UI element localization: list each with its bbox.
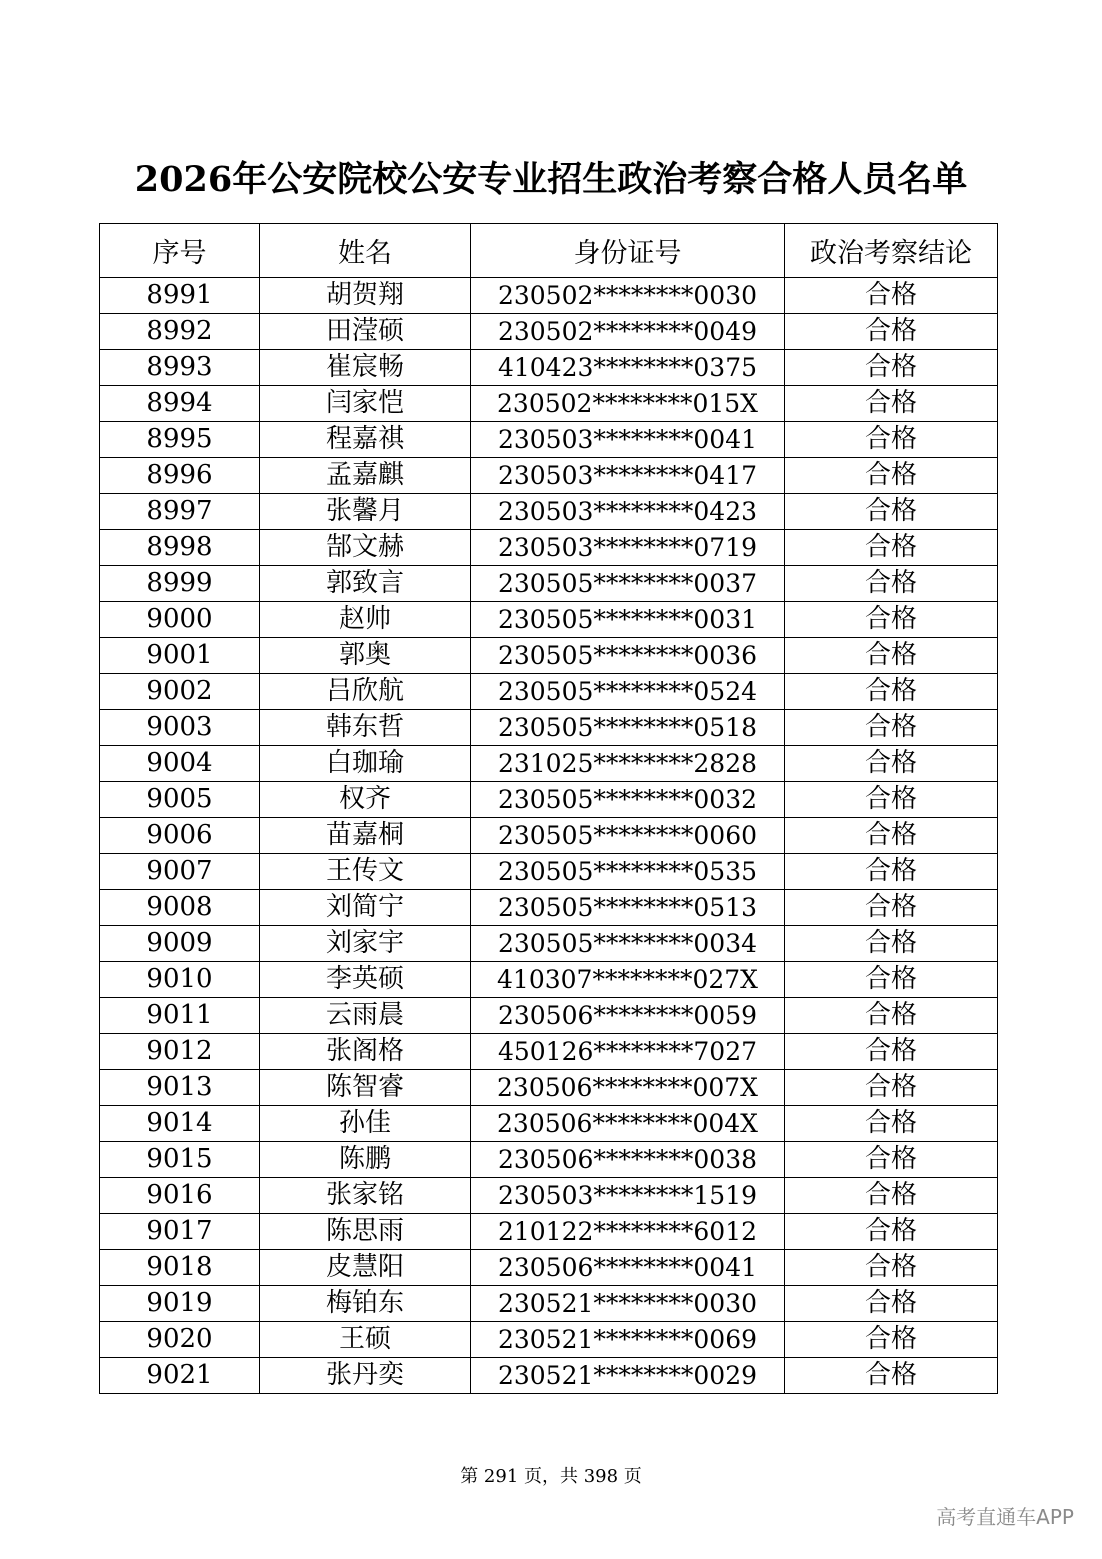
cell-id-number: 230502********0049 (471, 314, 785, 350)
cell-conclusion: 合格 (785, 278, 998, 314)
cell-id-number: 230506********004X (471, 1106, 785, 1142)
table-row (100, 890, 998, 926)
cell-name: 程嘉祺 (260, 422, 471, 458)
cell-serial: 9016 (100, 1178, 260, 1214)
cell-conclusion: 合格 (785, 746, 998, 782)
cell-name: 张阁格 (260, 1034, 471, 1070)
cell-conclusion: 合格 (785, 854, 998, 890)
cell-conclusion: 合格 (785, 818, 998, 854)
cell-serial: 9002 (100, 674, 260, 710)
cell-serial: 8993 (100, 350, 260, 386)
cell-conclusion: 合格 (785, 638, 998, 674)
cell-serial: 8996 (100, 458, 260, 494)
cell-name: 白珈瑜 (260, 746, 471, 782)
cell-serial: 9001 (100, 638, 260, 674)
table-row (100, 1322, 998, 1358)
cell-serial: 9014 (100, 1106, 260, 1142)
cell-id-number: 230502********0030 (471, 278, 785, 314)
cell-conclusion: 合格 (785, 998, 998, 1034)
cell-serial: 9007 (100, 854, 260, 890)
table-row (100, 422, 998, 458)
table-row (100, 854, 998, 890)
cell-serial: 9009 (100, 926, 260, 962)
cell-id-number: 230506********0059 (471, 998, 785, 1034)
cell-name: 孟嘉麒 (260, 458, 471, 494)
cell-id-number: 230521********0029 (471, 1358, 785, 1394)
table-row (100, 602, 998, 638)
cell-conclusion: 合格 (785, 1286, 998, 1322)
cell-id-number: 230506********0038 (471, 1142, 785, 1178)
cell-serial: 9020 (100, 1322, 260, 1358)
cell-id-number: 230502********015X (471, 386, 785, 422)
cell-id-number: 230521********0030 (471, 1286, 785, 1322)
cell-conclusion: 合格 (785, 1358, 998, 1394)
cell-conclusion: 合格 (785, 422, 998, 458)
cell-id-number: 230505********0037 (471, 566, 785, 602)
table-header-row (100, 224, 998, 278)
cell-name: 崔宸畅 (260, 350, 471, 386)
cell-conclusion: 合格 (785, 458, 998, 494)
cell-id-number: 230505********0031 (471, 602, 785, 638)
cell-id-number: 230503********0417 (471, 458, 785, 494)
roster-table (99, 223, 998, 1394)
cell-name: 郜文赫 (260, 530, 471, 566)
cell-id-number: 230521********0069 (471, 1322, 785, 1358)
cell-name: 吕欣航 (260, 674, 471, 710)
table-row (100, 494, 998, 530)
cell-name: 陈鹏 (260, 1142, 471, 1178)
cell-name: 苗嘉桐 (260, 818, 471, 854)
cell-serial: 9015 (100, 1142, 260, 1178)
table-row (100, 674, 998, 710)
cell-name: 王传文 (260, 854, 471, 890)
table-row (100, 1286, 998, 1322)
cell-id-number: 230505********0518 (471, 710, 785, 746)
cell-conclusion: 合格 (785, 314, 998, 350)
cell-name: 皮慧阳 (260, 1250, 471, 1286)
cell-name: 李英硕 (260, 962, 471, 998)
cell-id-number: 230505********0036 (471, 638, 785, 674)
cell-conclusion: 合格 (785, 530, 998, 566)
cell-serial: 9011 (100, 998, 260, 1034)
cell-name: 田滢硕 (260, 314, 471, 350)
cell-id-number: 230505********0535 (471, 854, 785, 890)
cell-id-number: 230505********0524 (471, 674, 785, 710)
table-row (100, 782, 998, 818)
cell-id-number: 230506********0041 (471, 1250, 785, 1286)
table-row (100, 278, 998, 314)
cell-conclusion: 合格 (785, 710, 998, 746)
cell-serial: 8997 (100, 494, 260, 530)
cell-id-number: 230503********0041 (471, 422, 785, 458)
table-row (100, 386, 998, 422)
cell-serial: 9013 (100, 1070, 260, 1106)
cell-name: 郭致言 (260, 566, 471, 602)
table-body (100, 278, 998, 1394)
cell-serial: 9018 (100, 1250, 260, 1286)
page-footer: 第 291 页，共 398 页 (460, 1466, 642, 1487)
cell-id-number: 230505********0032 (471, 782, 785, 818)
cell-name: 郭奥 (260, 638, 471, 674)
cell-name: 张家铭 (260, 1178, 471, 1214)
cell-conclusion: 合格 (785, 890, 998, 926)
cell-conclusion: 合格 (785, 1250, 998, 1286)
table-row (100, 1142, 998, 1178)
cell-conclusion: 合格 (785, 602, 998, 638)
table-row (100, 926, 998, 962)
cell-id-number: 410307********027X (471, 962, 785, 998)
table-row (100, 962, 998, 998)
cell-id-number: 230505********0060 (471, 818, 785, 854)
cell-conclusion: 合格 (785, 926, 998, 962)
cell-id-number: 231025********2828 (471, 746, 785, 782)
cell-serial: 9021 (100, 1358, 260, 1394)
cell-serial: 9008 (100, 890, 260, 926)
cell-name: 王硕 (260, 1322, 471, 1358)
cell-serial: 9019 (100, 1286, 260, 1322)
table-row (100, 1070, 998, 1106)
cell-name: 胡贺翔 (260, 278, 471, 314)
cell-serial: 9006 (100, 818, 260, 854)
cell-name: 张丹奕 (260, 1358, 471, 1394)
header-conclusion: 政治考察结论 (785, 224, 998, 278)
cell-name: 张馨月 (260, 494, 471, 530)
cell-name: 赵帅 (260, 602, 471, 638)
cell-conclusion: 合格 (785, 566, 998, 602)
cell-conclusion: 合格 (785, 962, 998, 998)
table-row (100, 710, 998, 746)
cell-id-number: 410423********0375 (471, 350, 785, 386)
cell-name: 陈智睿 (260, 1070, 471, 1106)
cell-conclusion: 合格 (785, 1214, 998, 1250)
table-row (100, 818, 998, 854)
cell-id-number: 230503********0423 (471, 494, 785, 530)
cell-conclusion: 合格 (785, 1070, 998, 1106)
cell-conclusion: 合格 (785, 782, 998, 818)
cell-conclusion: 合格 (785, 350, 998, 386)
cell-serial: 9017 (100, 1214, 260, 1250)
cell-name: 孙佳 (260, 1106, 471, 1142)
cell-conclusion: 合格 (785, 386, 998, 422)
table-row (100, 314, 998, 350)
cell-serial: 8991 (100, 278, 260, 314)
cell-conclusion: 合格 (785, 1142, 998, 1178)
cell-serial: 9012 (100, 1034, 260, 1070)
cell-name: 刘家宇 (260, 926, 471, 962)
cell-conclusion: 合格 (785, 1034, 998, 1070)
cell-serial: 8992 (100, 314, 260, 350)
table-row (100, 566, 998, 602)
cell-name: 权齐 (260, 782, 471, 818)
table-row (100, 458, 998, 494)
cell-id-number: 230505********0513 (471, 890, 785, 926)
cell-serial: 9010 (100, 962, 260, 998)
cell-conclusion: 合格 (785, 674, 998, 710)
table-row (100, 998, 998, 1034)
header-serial: 序号 (100, 224, 260, 278)
cell-serial: 9000 (100, 602, 260, 638)
table-row (100, 638, 998, 674)
cell-id-number: 230503********1519 (471, 1178, 785, 1214)
cell-serial: 9003 (100, 710, 260, 746)
cell-conclusion: 合格 (785, 1178, 998, 1214)
cell-id-number: 450126********7027 (471, 1034, 785, 1070)
table-row (100, 350, 998, 386)
cell-name: 闫家恺 (260, 386, 471, 422)
cell-serial: 8995 (100, 422, 260, 458)
table-row (100, 746, 998, 782)
cell-serial: 8998 (100, 530, 260, 566)
cell-name: 陈思雨 (260, 1214, 471, 1250)
table-row (100, 1214, 998, 1250)
cell-id-number: 230503********0719 (471, 530, 785, 566)
header-id-number: 身份证号 (471, 224, 785, 278)
cell-name: 云雨晨 (260, 998, 471, 1034)
cell-serial: 9004 (100, 746, 260, 782)
cell-serial: 8994 (100, 386, 260, 422)
table-row (100, 1358, 998, 1394)
cell-id-number: 230506********007X (471, 1070, 785, 1106)
cell-conclusion: 合格 (785, 1322, 998, 1358)
cell-conclusion: 合格 (785, 1106, 998, 1142)
header-name: 姓名 (260, 224, 471, 278)
cell-name: 韩东哲 (260, 710, 471, 746)
table-row (100, 1178, 998, 1214)
cell-id-number: 230505********0034 (471, 926, 785, 962)
cell-serial: 9005 (100, 782, 260, 818)
page-title: 2026年公安院校公安专业招生政治考察合格人员名单 (134, 159, 968, 200)
cell-id-number: 210122********6012 (471, 1214, 785, 1250)
cell-name: 刘简宁 (260, 890, 471, 926)
cell-name: 梅铂东 (260, 1286, 471, 1322)
cell-conclusion: 合格 (785, 494, 998, 530)
table-row (100, 1106, 998, 1142)
table-row (100, 1034, 998, 1070)
table-row (100, 530, 998, 566)
watermark: 高考直通车APP (936, 1505, 1074, 1529)
cell-serial: 8999 (100, 566, 260, 602)
table-row (100, 1250, 998, 1286)
